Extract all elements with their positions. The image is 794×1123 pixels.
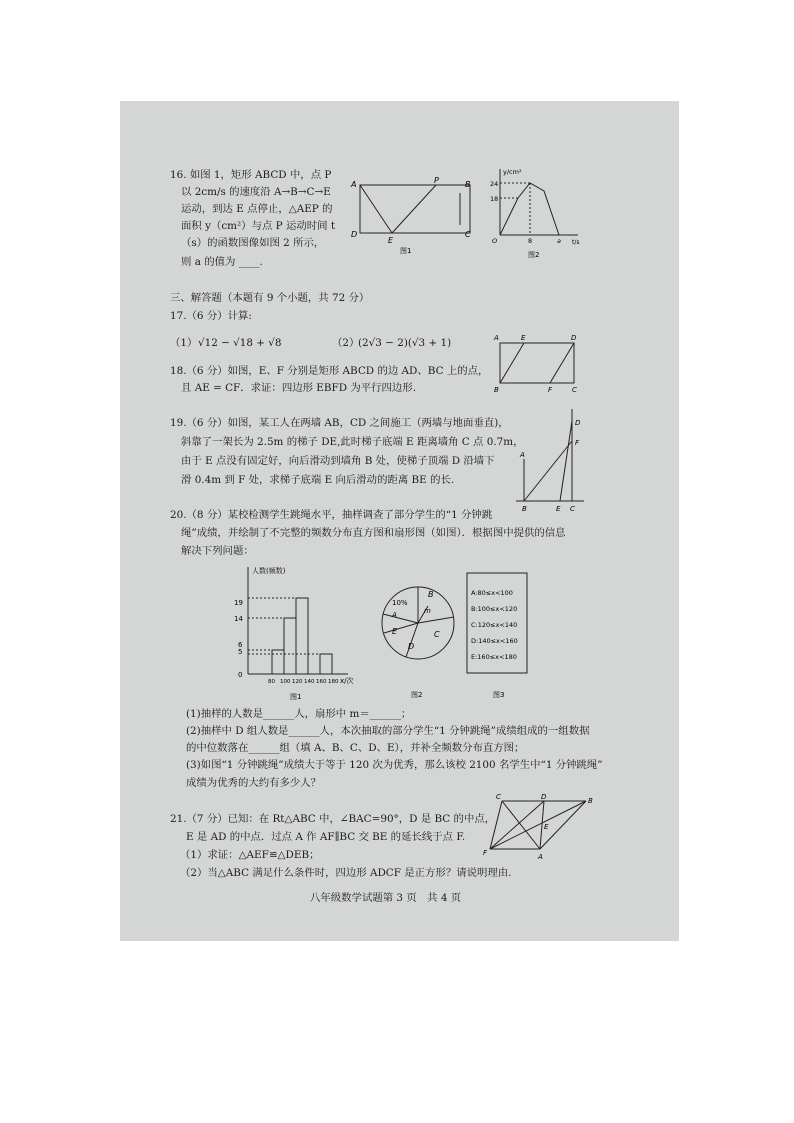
fig2-xlabel: t/s: [572, 239, 580, 246]
hist-caption: 图1: [290, 693, 302, 701]
q17-part2-expr: (2√3 − 2)(√3 + 1): [358, 337, 452, 349]
q19-label-f: F: [575, 439, 580, 447]
q18-line: 且 AE = CF．求证：四边形 EBFD 为平行四边形.: [181, 382, 417, 394]
section-title: 三、解答题（本题有 9 个小题，共 72 分）: [170, 292, 370, 304]
q19-line: 斜靠了一架长为 2.5m 的梯子 DE,此时梯子底端 E 距离墙角 C 点 0.7m，: [181, 436, 524, 448]
pie-pct-10: 10%: [392, 599, 408, 607]
q16-line: 16. 如图 1，矩形 ABCD 中，点 P: [170, 169, 332, 181]
fig2-x8: 8: [528, 237, 533, 245]
q20-sub: 的中位数落在______组（填 A、B、C、D、E），并补全频数分布直方图；: [186, 742, 525, 754]
q17-part1-label: （1）: [170, 337, 198, 349]
q19-label-a: A: [520, 451, 525, 459]
q21-label-d: D: [541, 793, 547, 801]
q21-label-a: A: [538, 853, 543, 861]
q16-line: 运动，到达 E 点停止，△AEP 的: [181, 203, 333, 215]
q18-label-d: D: [571, 334, 577, 342]
fig2-origin: O: [492, 237, 498, 245]
fig1-label-d: D: [351, 230, 358, 239]
q21-label-b: B: [588, 797, 593, 805]
hist-xtick: 160: [316, 679, 327, 685]
pie-label-m: m: [424, 607, 431, 615]
q21-label-e: E: [544, 823, 549, 831]
fig2-caption: 图2: [528, 251, 540, 259]
hist-ytick-14: 14: [234, 615, 243, 623]
histogram-bar-100-120: [284, 618, 296, 674]
fig1-caption: 图1: [400, 247, 412, 255]
q16-line: 面积 y（cm²）与点 P 运动时间 t: [181, 220, 335, 232]
q21-label-f: F: [483, 849, 488, 857]
legend-item-c: C:120≤x<140: [471, 621, 518, 629]
fig2-xa: a: [557, 237, 561, 245]
hist-ytick-6: 6: [238, 641, 243, 649]
hist-ytick-19: 19: [234, 599, 243, 607]
hist-ytick-0: 0: [238, 671, 243, 679]
fig2-ylabel: y/cm²: [503, 168, 522, 176]
q17-head: 17.（6 分）计算:: [170, 310, 252, 322]
q19-label-c: C: [570, 505, 575, 513]
q19-line: 滑 0.4m 到 F 处，求梯子底端 E 向后滑动的距离 BE 的长.: [181, 474, 455, 486]
fig1-label-b: B: [465, 180, 471, 189]
legend-item-b: B:100≤x<120: [471, 605, 518, 613]
q20-sub: 成绩为优秀的大约有多少人？: [186, 777, 322, 789]
q20-line: 解决下列问题：: [181, 545, 254, 557]
hist-xtick: 180: [328, 679, 339, 685]
q17-part2-label: （2）: [332, 337, 360, 349]
q21-figure: [482, 791, 596, 861]
q16-line: （s）的函数图像如图 2 所示，: [181, 237, 325, 249]
legend-item-e: E:160≤x<180: [471, 653, 517, 661]
exam-page: [120, 101, 679, 941]
q18-label-c: C: [572, 386, 577, 394]
q16-line: 以 2cm/s 的速度沿 A→B→C→E: [181, 186, 331, 198]
q21-label-c: C: [496, 793, 501, 801]
fig1-label-e: E: [388, 236, 394, 245]
q21-line: （1）求证：△AEF≌△DEB；: [180, 849, 320, 861]
pie-label-d: D: [408, 642, 415, 651]
q19-line: 19.（6 分）如图，某工人在两墙 AB，CD 之间施工（两墙与地面垂直)，: [170, 417, 509, 429]
legend-item-d: D:140≤x<160: [471, 637, 518, 645]
fig2-y18: 18: [490, 195, 499, 203]
fig1-label-c: C: [465, 230, 471, 239]
q21-line: 21.（7 分）已知：在 Rt△ABC 中，∠BAC=90°，D 是 BC 的中点，: [170, 813, 496, 825]
q19-line: 由于 E 点没有固定好，向后滑动到墙角 B 处，使梯子顶端 D 沿墙下: [181, 455, 495, 467]
hist-ytick-5: 5: [238, 648, 243, 656]
fig2-y24: 24: [490, 180, 499, 188]
pie-label-a: A: [392, 611, 397, 619]
q20-line: 20.（8 分）某校检测学生跳绳水平，抽样调查了部分学生的“1 分钟跳: [170, 509, 493, 521]
q16-figure-1: [348, 175, 483, 255]
q19-label-b: B: [522, 505, 527, 513]
q20-legend-box: [465, 571, 535, 699]
histogram-bar-120-140: [296, 598, 308, 674]
q16-figure-2: [488, 165, 583, 261]
q21-line: （2）当△ABC 满足什么条件时，四边形 ADCF 是正方形？请说明理由.: [180, 867, 512, 879]
histogram-bar-160-180: [320, 654, 332, 674]
q18-label-e: E: [521, 334, 526, 342]
hist-xtick: 100: [280, 679, 291, 685]
hist-xlabel: x/次: [340, 677, 354, 685]
q18-figure: [490, 329, 582, 395]
legend-caption: 图3: [493, 691, 505, 699]
q19-label-d: D: [575, 419, 581, 427]
q20-sub: (2)抽样中 D 组人数是______人，本次抽取的部分学生“1 分钟跳绳”成绩组成的一组数据: [186, 725, 590, 737]
pie-label-e: E: [392, 627, 398, 636]
pie-caption: 图2: [411, 691, 423, 699]
q20-line: 绳”成绩，并绘制了不完整的频数分布直方图和扇形图（如图）．根据图中提供的信息: [181, 527, 566, 539]
pie-label-b: B: [428, 590, 434, 599]
q18-label-f: F: [548, 386, 553, 394]
q20-sub: (3)如图“1 分钟跳绳”成绩大于等于 120 次为优秀，那么该校 2100 名学生中“1 分钟跳绳”: [186, 759, 603, 771]
q18-label-b: B: [494, 386, 499, 394]
hist-xtick: 80: [268, 679, 275, 685]
page-footer: 八年级数学试题第 3 页 共 4 页: [310, 892, 462, 904]
q20-sub: (1)抽样的人数是______人，扇形中 m＝______；: [186, 708, 412, 720]
q19-label-e: E: [556, 505, 561, 513]
pie-label-c: C: [434, 630, 440, 639]
hist-ylabel: 人数(频数): [252, 567, 286, 575]
fig1-label-a: A: [351, 180, 357, 189]
fig1-label-p: P: [434, 176, 439, 185]
q18-label-a: A: [494, 334, 499, 342]
hist-xtick: 120: [292, 679, 303, 685]
hist-xtick: 140: [304, 679, 315, 685]
q17-part1-expr: √12 − √18 + √8: [198, 337, 282, 349]
histogram-bars: [272, 598, 332, 674]
q19-figure: [510, 403, 590, 515]
legend-item-a: A:80≤x<100: [471, 589, 513, 597]
q21-line: E 是 AD 的中点．过点 A 作 AF∥BC 交 BE 的延长线于点 F.: [186, 831, 466, 843]
q16-line: 则 a 的值为 ____.: [181, 256, 263, 268]
q20-histogram: [228, 561, 358, 706]
q18-line: 18.（6 分）如图，E、F 分别是矩形 ABCD 的边 AD、BC 上的点，: [170, 365, 489, 377]
q20-pie-chart: [378, 571, 468, 699]
